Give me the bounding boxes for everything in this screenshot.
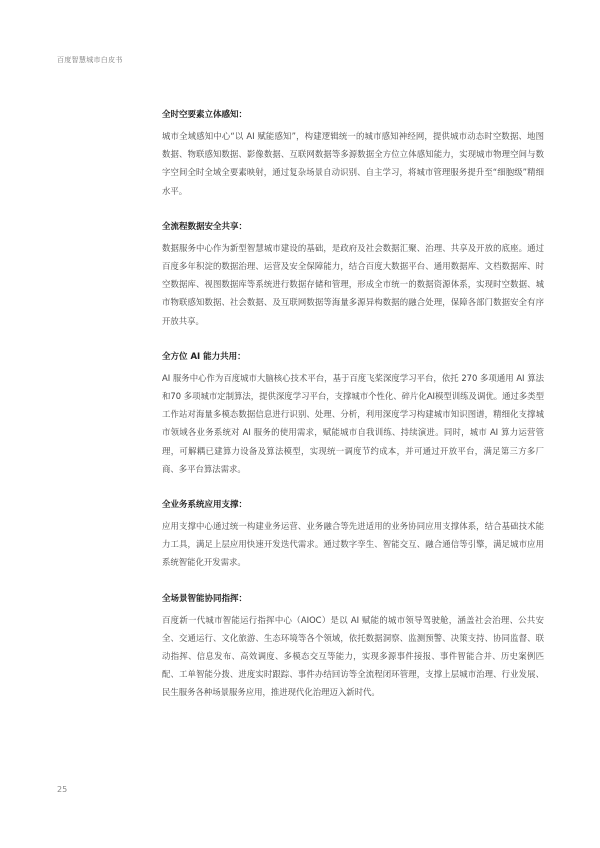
section-body: AI 服务中心作为百度城市大脑核心技术平台，基于百度飞桨深度学习平台，依托 270 多项通用 AI 算法和70 多项城市定制算法，提供深度学习平台，支撑城市个性化、碎片化AI模型训练及调优。通过多类型工作站对海量多模态数据信息进行识别、处理、分析，利用深度学习构建城市知识图谱，精细化支撑城市领域各业务系统对 AI 服务的使用需求，赋能城市自我训练、持续演进。同时，城市 AI 算力运营管理，可解耦已建算力设备及算法模型，实现统一调度节约成本，并可通过开放平台，满足第三方多厂商、多平台算法需求。 [162, 372, 544, 474]
section-command-center [162, 592, 544, 702]
section-perception [162, 108, 544, 200]
section-heading: 全场景智能协同指挥： [162, 593, 248, 604]
section-data-sharing [162, 220, 544, 330]
section-heading: 全方位 AI 能力共用： [162, 351, 246, 362]
section-heading: 全流程数据安全共享： [162, 221, 248, 232]
section-heading: 全时空要素立体感知： [162, 110, 248, 120]
section-body: 百度新一代城市智能运行指挥中心（AIOC）是以 AI 赋能的城市领导驾驶舱，涵盖社会治理、公共安全、交通运行、文化旅游、生态环境等各个领域，依托数据洞察、监测预警、决策支持、协同监督、联动指挥、信息发布、高效调度、多模态交互等能力，实现多源事件接报、事件智能合并、历史案例匹配、工单智能分拨、进度实时跟踪、事件办结回访等全流程闭环管理，支撑上层城市治理、行业发展、民生服务各种场景服务应用，推进现代化治理迈入新时代。 [162, 614, 544, 698]
section-heading: 全业务系统应用支撑： [162, 500, 248, 511]
running-header: 百度智慧城市白皮书 [57, 56, 123, 64]
section-body: 数据服务中心作为新型智慧城市建设的基础，是政府及社会数据汇聚、治理、共享及开放的底座。通过百度多年积淀的数据治理、运营及安全保障能力，结合百度大数据平台、通用数据库、文档数据库、时空数据库、视图数据库等系统进行数据存储和管理，形成全市统一的数据资源体系，实现时空数据、城市物联感知数据、社会数据、及互联网数据等海量多源异构数据的融合处理，保障各部门数据安全有序开放共享。 [162, 242, 544, 326]
section-application-support [162, 498, 544, 572]
section-body: 应用支撑中心通过统一构建业务运营、业务融合等先进适用的业务协同应用支撑体系，结合基础技术能力工具，满足上层应用快速开发迭代需求。通过数字孪生、智能交互、融合通信等引擎，满足城市应用系统智能化开发需求。 [162, 521, 544, 568]
page-number: 25 [57, 785, 68, 794]
section-body: 城市全域感知中心“以 AI 赋能感知”，构建逻辑统一的城市感知神经网，提供城市动态时空数据、地图数据、物联感知数据、影像数据、互联网数据等多源数据全方位立体感知能力，实现城市物理空间与数字空间全时全域全要素映射，通过复杂场景自动识别、自主学习，将城市管理服务提升至“细胞级”精细水平。 [162, 131, 544, 196]
main-content [162, 108, 544, 722]
section-ai-capability [162, 350, 544, 478]
